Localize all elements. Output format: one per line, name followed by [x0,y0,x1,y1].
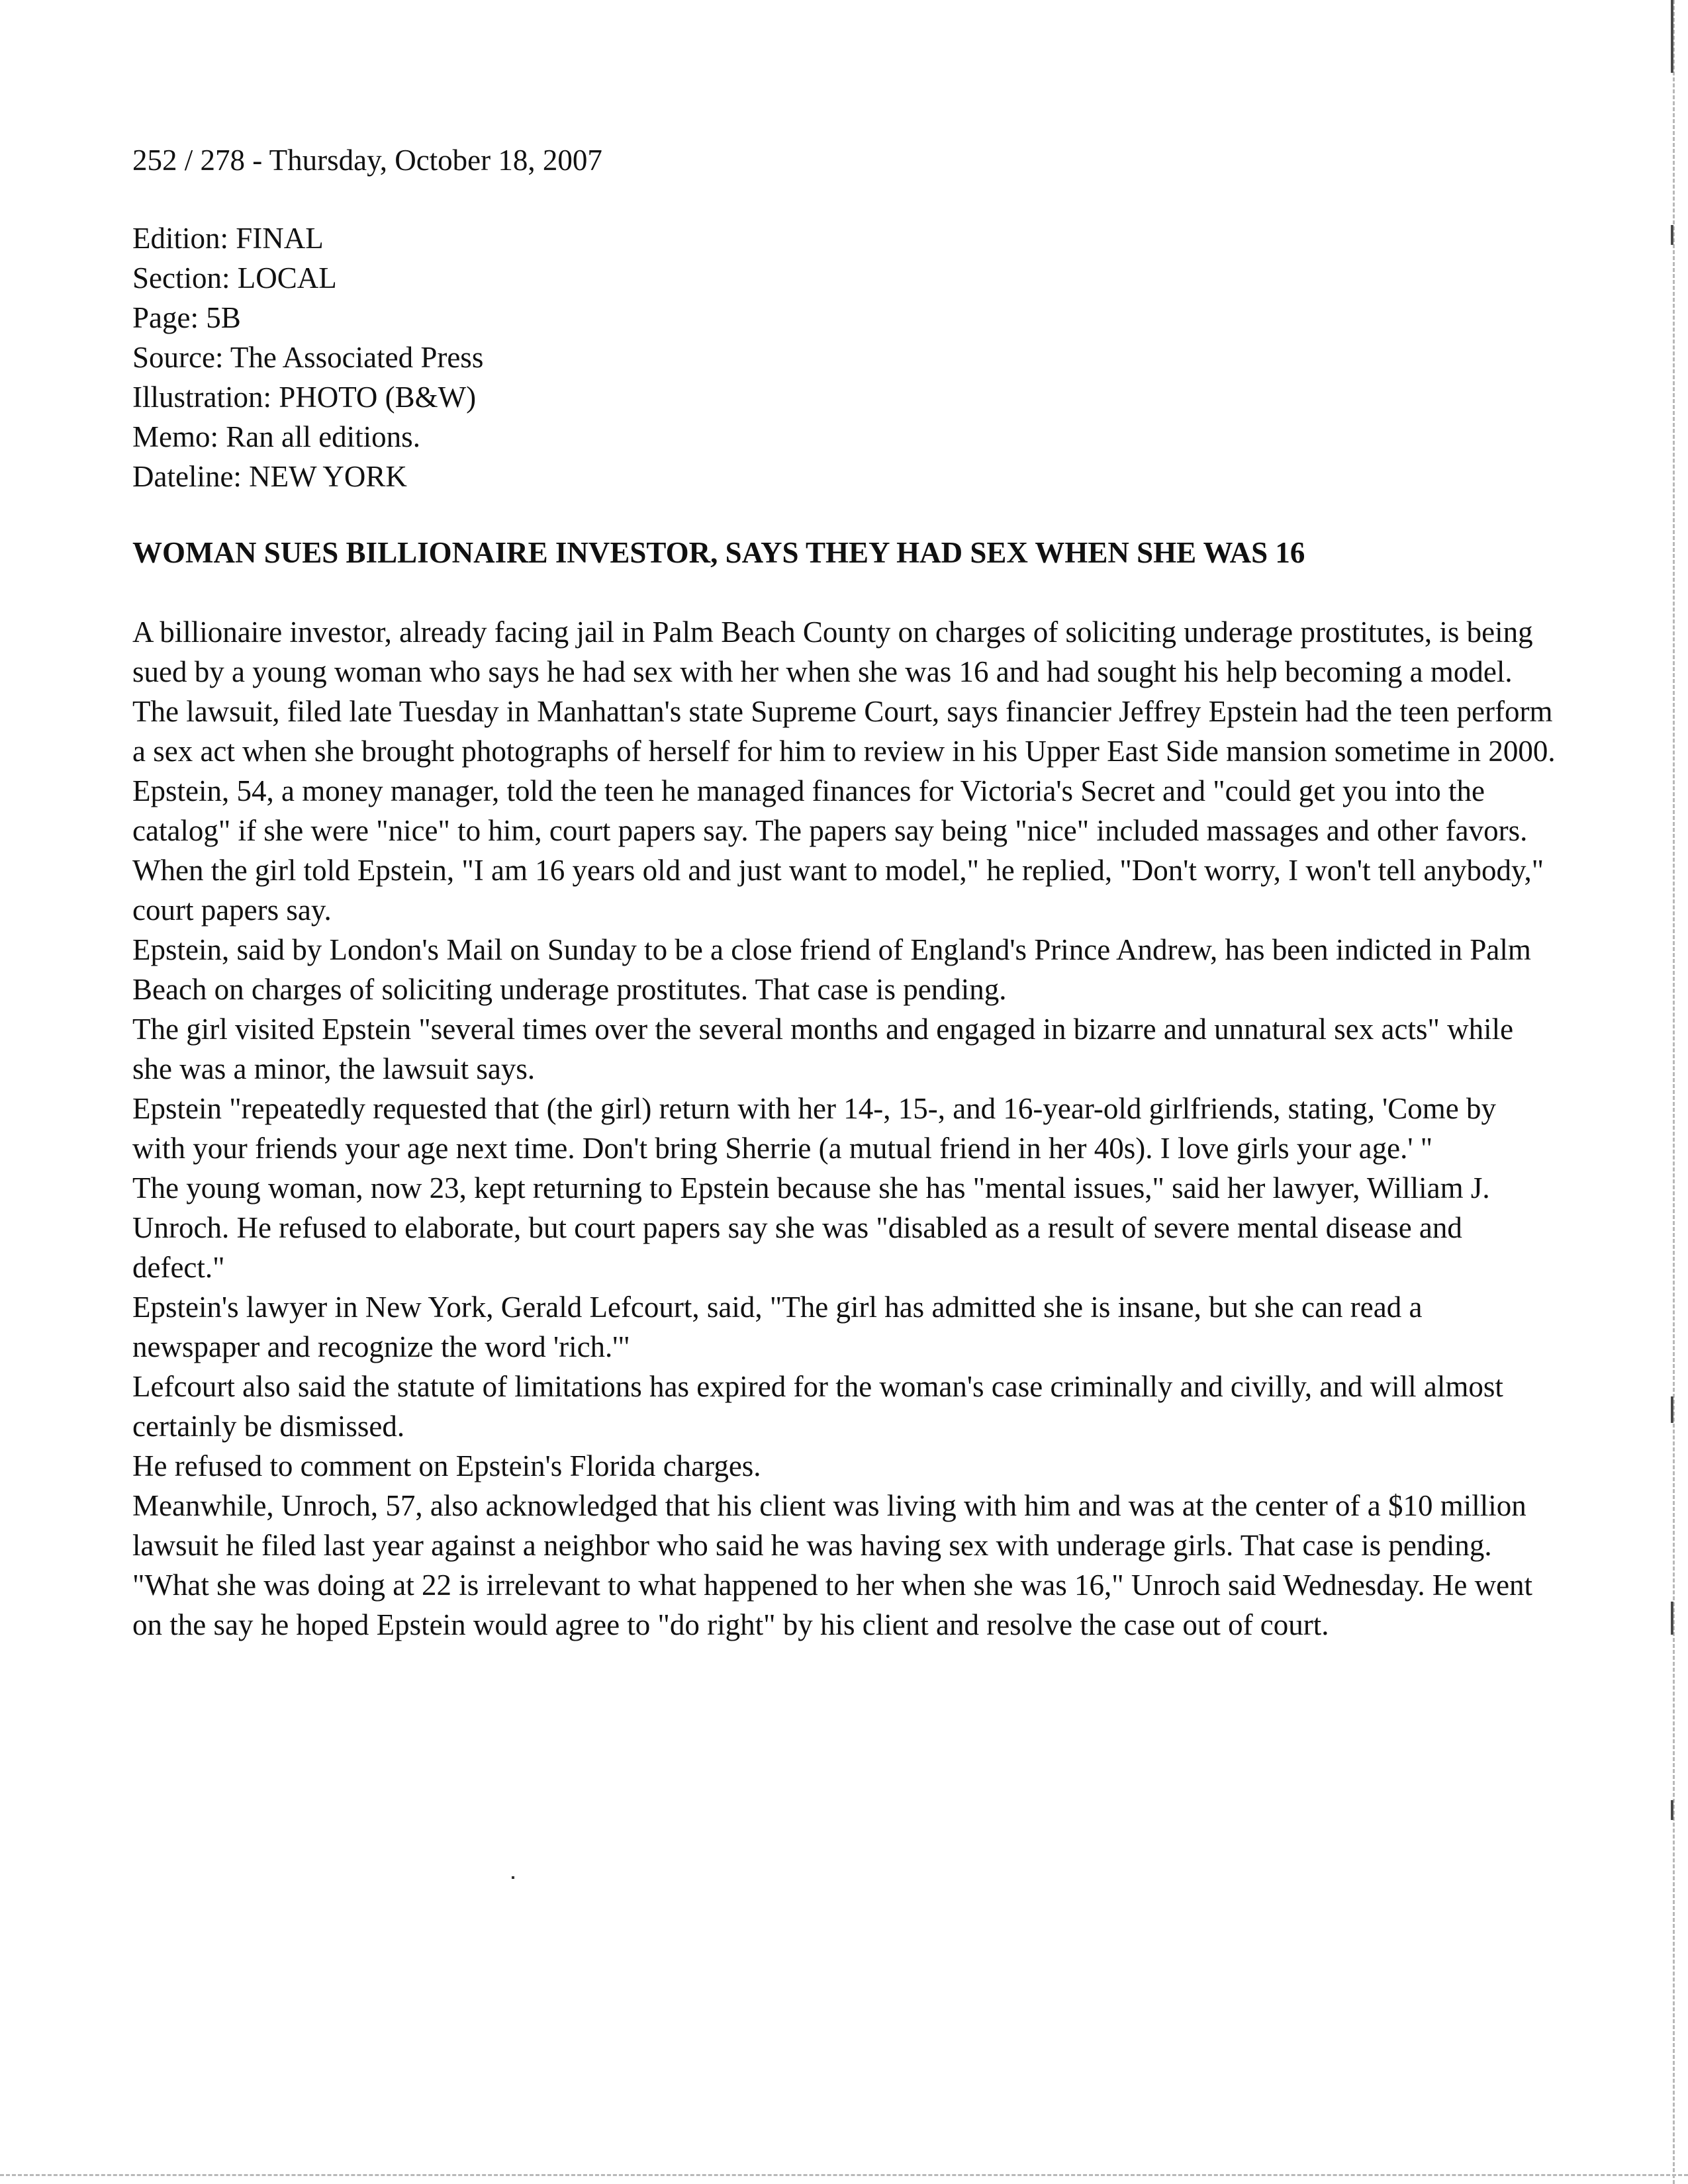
scan-edge-mark [1671,0,1673,73]
article-paragraph: He refused to comment on Epstein's Florida charges. [132,1449,761,1482]
article-paragraph: A billionaire investor, already facing jail in Palm Beach County on charges of soliciting underage prostitutes, is being sued by a young woman who says he had sex with her when she was 16 and had sought his help becoming a model. [132,615,1533,688]
article-paragraph: Epstein's lawyer in New York, Gerald Lefcourt, said, "The girl has admitted she is insane, but she can read a newspaper and recognize the word 'rich.'" [132,1291,1423,1363]
scan-edge-right [1673,0,1675,2184]
article-paragraph: Meanwhile, Unroch, 57, also acknowledged that his client was living with him and was at the center of a $10 million lawsuit he filed last year against a neighbor who said he was having sex with underage girls. That case is pending. [132,1489,1526,1562]
article-paragraph: Epstein, 54, a money manager, told the teen he managed finances for Victoria's Secret and "could get you into the catalog" if she were "nice" to him, court papers say. The papers say being "nice" included massages and other favors. [132,774,1528,847]
metadata-list [132,218,483,496]
meta-page: Page: 5B [132,301,241,334]
meta-section: Section: LOCAL [132,261,337,295]
scan-edge-mark [1671,1602,1673,1635]
article-paragraph: The lawsuit, filed late Tuesday in Manhattan's state Supreme Court, says financier Jeffrey Epstein had the teen perform a sex act when she brought photographs of herself for him to review in his Upper East Side mansion sometime in 2000. [132,695,1556,768]
meta-illustration: Illustration: PHOTO (B&W) [132,381,477,414]
article-paragraph: The girl visited Epstein "several times over the several months and engaged in bizarre and unnatural sex acts" while she was a minor, the lawsuit says. [132,1013,1514,1085]
record-header: 252 / 278 - Thursday, October 18, 2007 [132,144,602,177]
scan-edge-mark [1671,1396,1673,1423]
article-paragraph: Lefcourt also said the statute of limitations has expired for the woman's case criminally and civilly, and will almost certainly be dismissed. [132,1370,1503,1443]
article-paragraph: Epstein "repeatedly requested that (the girl) return with her 14-, 15-, and 16-year-old girlfriends, stating, 'Come by with your friends your age next time. Don't bring Sherrie (a mutual friend in her 40s). I love girls your age.' " [132,1092,1496,1165]
meta-source: Source: The Associated Press [132,341,484,374]
article-paragraph: When the girl told Epstein, "I am 16 years old and just want to model," he replied, "Don't worry, I won't tell anybody," court papers say. [132,854,1544,927]
article-paragraph: "What she was doing at 22 is irrelevant to what happened to her when she was 16," Unroch said Wednesday. He went on the say he hoped Epstein would agree to "do right" by his client and resolve the case out of court. [132,1569,1533,1641]
scan-edge-mark [1671,1800,1673,1820]
meta-memo: Memo: Ran all editions. [132,420,420,453]
article-headline: WOMAN SUES BILLIONAIRE INVESTOR, SAYS THEY HAD SEX WHEN SHE WAS 16 [132,536,1305,569]
scan-edge-bottom [0,2174,1688,2176]
scan-speck [512,1876,514,1879]
meta-dateline: Dateline: NEW YORK [132,460,407,493]
meta-edition: Edition: FINAL [132,222,324,255]
scan-edge-mark [1671,225,1673,245]
article-paragraph: The young woman, now 23, kept returning to Epstein because she has "mental issues," said her lawyer, William J. Unroch. He refused to elaborate, but court papers say she was "disabled as a result of severe mental disease and defect." [132,1171,1490,1284]
article-paragraph: Epstein, said by London's Mail on Sunday to be a close friend of England's Prince Andrew, has been indicted in Palm Beach on charges of soliciting underage prostitutes. That case is pending. [132,933,1531,1006]
article-body [132,612,1556,1645]
